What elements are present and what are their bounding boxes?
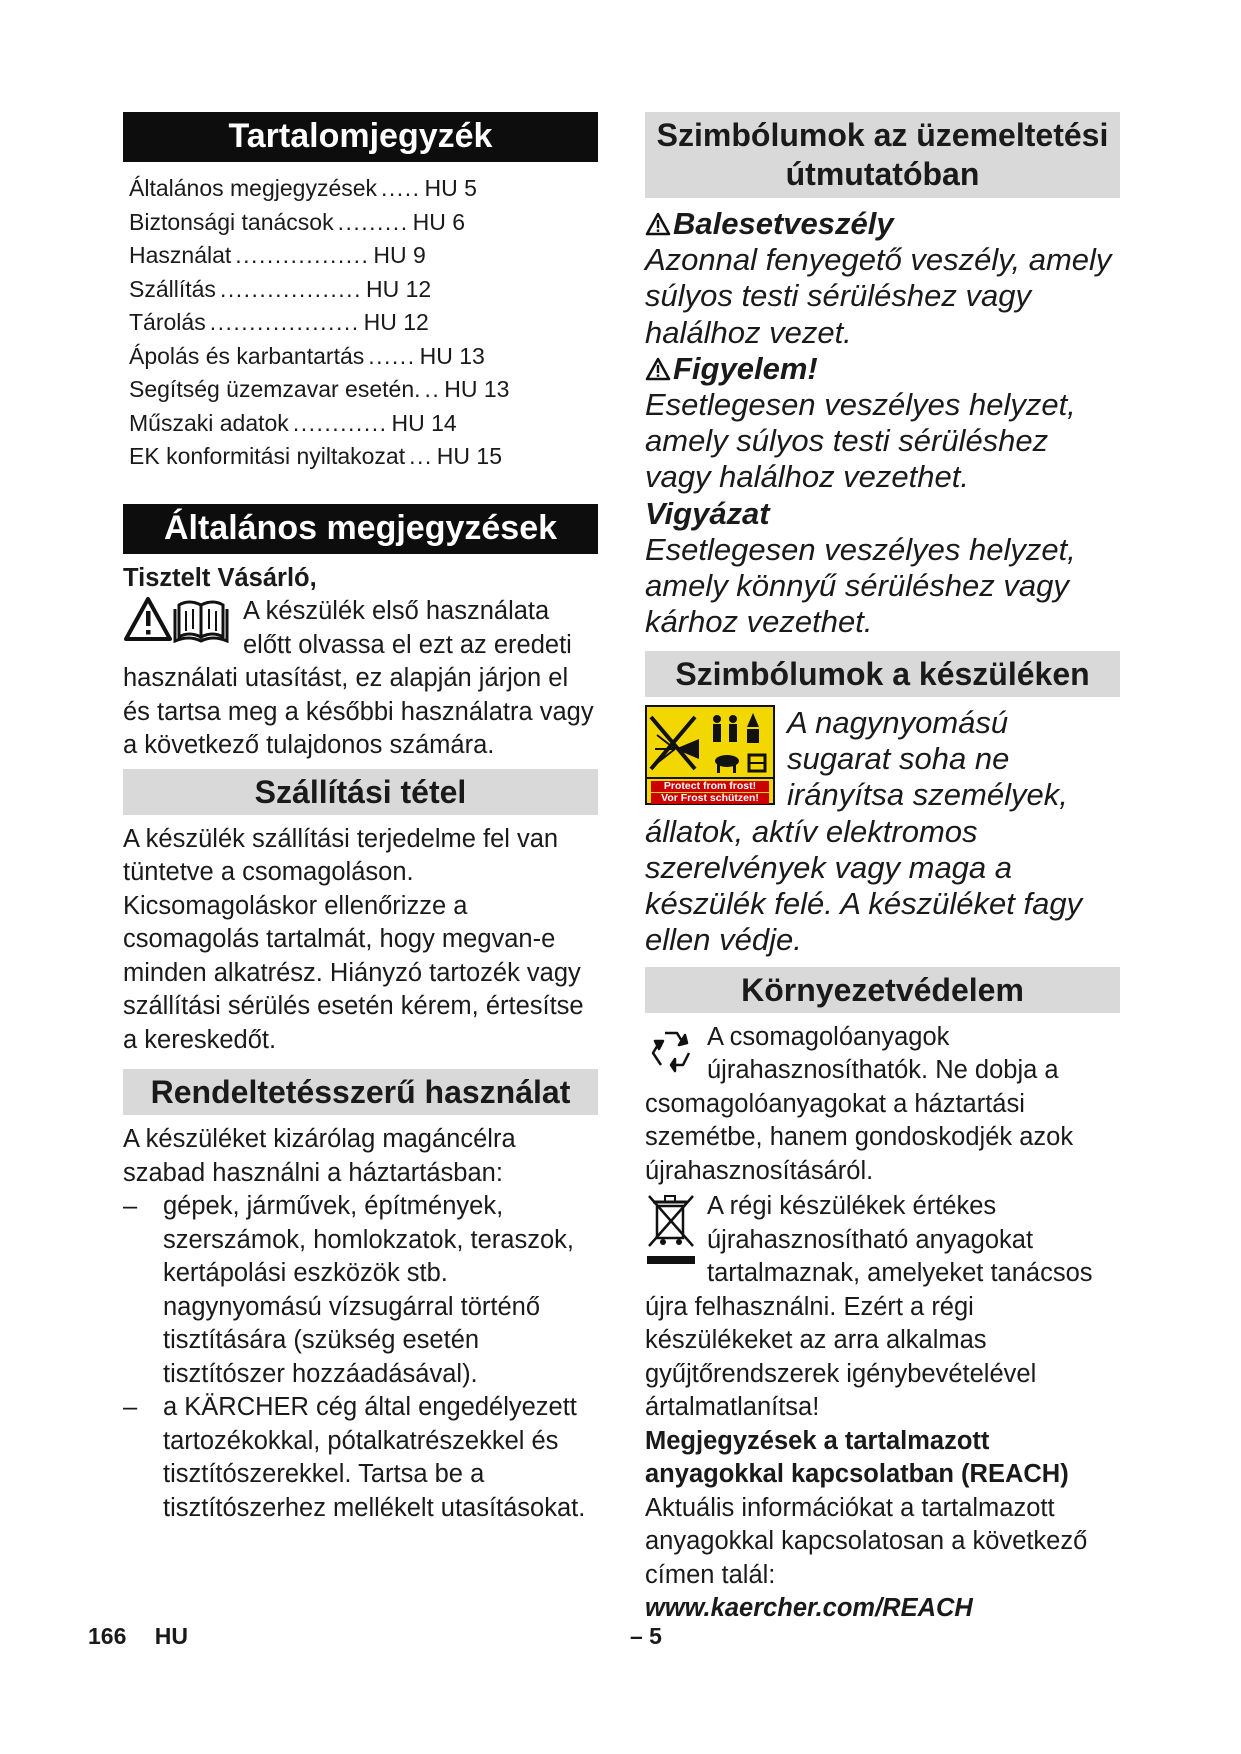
toc-entry-label: Használat	[129, 242, 232, 268]
toc-entry-page: HU 9	[373, 242, 426, 268]
language-code: HU	[154, 1623, 188, 1649]
list-item-text: gépek, járművek, építmények, szerszámok, homlokzatok, teraszok, kertápolási eszközök stb. nagynyomású vízsugárral történő tisztítására (szükség esetén tisztítószer hozzáadásával).	[163, 1192, 574, 1388]
warning-text: Esetlegesen veszélyes helyzet, amely súlyos testi sérüléshez vagy halálhoz vezethet.	[645, 386, 1076, 495]
toc-entry-label: Általános megjegyzések	[129, 175, 378, 201]
general-heading: Általános megjegyzések	[123, 504, 598, 554]
toc-entry-label: Ápolás és karbantartás	[129, 342, 365, 369]
toc-entry-dots: .....	[381, 175, 421, 201]
toc-entry-dots: ..................	[219, 275, 362, 302]
toc-entry-page: HU 13	[419, 342, 485, 369]
delivery-text: A készülék szállítási terjedelme fel van tüntetve a csomagoláson. Kicsomagoláskor ellenőrizze a csomagolás tartalmát, hogy megvan-e minden alkatrész. Hiányzó tartozék vagy szállítási sérülés esetén kérem, értesítse a kereskedőt.	[123, 824, 584, 1054]
list-item: – gépek, járművek, építmények, szerszámok, homlokzatok, teraszok, kertápolási eszközök stb. nagynyomású vízsugárral történő tisztítására (szükség esetén tisztítószer hozzáadásával).	[123, 1190, 598, 1391]
toc-entry-label: Műszaki adatok	[129, 409, 289, 436]
intended-use-intro: A készüléket kizárólag magáncélra szabad használni a háztartásban:	[123, 1125, 516, 1187]
device-symbols-text: A nagynyomású sugarat soha ne irányítsa személyek, állatok, aktív elektromos szerelvények vagy maga a készülék felé. A készüléket fagy ellen védje.	[645, 704, 1083, 958]
left-column	[123, 112, 598, 1525]
right-column	[645, 112, 1120, 1626]
toc-entry-dots: ..	[424, 376, 441, 402]
salutation: Tisztelt Vásárló,	[123, 563, 317, 592]
toc-entry-dots: ............	[292, 409, 388, 436]
toc-entry-dots: ...	[409, 443, 433, 469]
warning-triangle-icon	[645, 357, 671, 381]
toc-entry[interactable]	[129, 340, 598, 374]
toc-entry[interactable]	[129, 407, 598, 441]
toc-entry[interactable]	[129, 206, 598, 240]
toc-entry[interactable]	[129, 373, 598, 407]
toc-entry[interactable]	[129, 306, 598, 340]
toc-entry-page: HU 15	[436, 443, 502, 469]
symbols-device-heading: Szimbólumok a készüléken	[645, 651, 1120, 697]
weee-text: A régi készülékek értékes újrahasznosítható anyagokat tartalmaznak, amelyeket tanácsos újra felhasználni. Ezért a régi készülékeket az arra alkalmas gyűjtőrendszerek igénybevételével ártalmatlanítsa!	[645, 1192, 1093, 1422]
toc-entry-label: Tárolás	[129, 309, 206, 335]
page-number: 166	[88, 1623, 127, 1649]
danger-text: Azonnal fenyegető veszély, amely súlyos testi sérüléshez vagy halálhoz vezet.	[645, 242, 1112, 350]
high-pressure-warning-icon	[645, 705, 775, 779]
toc-entry-page: HU 13	[444, 376, 510, 402]
list-item-text: a KÄRCHER cég által engedélyezett tartozékokkal, pótalkatrészekkel és tisztítószerekkel. Tartsa be a tisztítószerhez mellékelt utasításokat.	[163, 1393, 586, 1522]
reach-title: Megjegyzések a tartalmazott anyagokkal kapcsolatban (REACH)	[645, 1426, 1069, 1489]
frost-label-line2: Vor Frost schützen!	[651, 793, 769, 804]
caution-text: Esetlegesen veszélyes helyzet, amely könnyű sérüléshez vagy kárhoz vezethet.	[645, 531, 1076, 640]
toc-entry-dots: ......	[368, 342, 416, 369]
general-text: A készülék első használata előtt olvassa el ezt az eredeti használati utasítást, ez alapján járjon el és tartsa meg a későbbi használatra vagy a következő tulajdonos számára.	[123, 597, 594, 759]
crossed-bin-icon	[645, 1190, 697, 1270]
danger-title: Balesetveszély	[673, 206, 894, 241]
warning-title: Figyelem!	[673, 350, 818, 386]
toc-entry-page: HU 12	[365, 275, 432, 302]
toc-entry-page: HU 6	[412, 208, 465, 235]
list-item: – a KÄRCHER cég által engedélyezett tartozékokkal, pótalkatrészekkel és tisztítószerekkel. Tartsa be a tisztítószerhez mellékelt utasításokat.	[123, 1391, 598, 1525]
toc-entry[interactable]	[129, 273, 598, 307]
toc-entry-dots: .................	[235, 242, 370, 268]
warning-manual-icon	[123, 595, 233, 643]
toc-entry-label: Biztonsági tanácsok	[129, 208, 334, 235]
symbols-manual-heading: Szimbólumok az üzemeltetési útmutatóban	[645, 112, 1120, 198]
toc-entry-label: Segítség üzemzavar esetén.	[129, 376, 421, 402]
toc-entry-dots: ...................	[209, 309, 360, 335]
toc-entry-label: Szállítás	[129, 275, 216, 302]
warning-triangle-icon	[645, 212, 671, 236]
recycle-icon	[645, 1025, 697, 1077]
toc-entry-dots: .........	[337, 208, 409, 235]
reach-link[interactable]: www.kaercher.com/REACH	[645, 1594, 973, 1623]
reach-text: Aktuális információkat a tartalmazott anyagokkal kapcsolatosan a következő címen talál:	[645, 1493, 1088, 1589]
frost-label-line1: Protect from frost!	[651, 781, 769, 792]
delivery-heading: Szállítási tétel	[123, 769, 598, 815]
environment-heading: Környezetvédelem	[645, 967, 1120, 1013]
toc-heading: Tartalomjegyzék	[123, 112, 598, 162]
toc-entry-label: EK konformitási nyiltakozat	[129, 443, 406, 469]
recycle-text: A csomagolóanyagok újrahasznosíthatók. Ne dobja a csomagolóanyagokat a háztartási szemétbe, hanem gondoskodjék azok újrahasznosításáról.	[645, 1022, 1074, 1185]
frost-label	[645, 777, 775, 805]
footer-left	[88, 1623, 188, 1650]
toc-entry-page: HU 5	[424, 175, 477, 201]
device-safety-label	[645, 705, 775, 805]
toc-entry-page: HU 12	[363, 309, 429, 335]
toc-entry[interactable]	[129, 239, 598, 273]
toc-entry-page: HU 14	[391, 409, 457, 436]
caution-title: Vigyázat	[645, 495, 770, 531]
local-page-number: – 5	[630, 1623, 662, 1649]
toc-list	[129, 172, 598, 474]
toc-entry[interactable]	[129, 172, 598, 206]
intended-use-heading: Rendeltetésszerű használat	[123, 1069, 598, 1115]
toc-entry[interactable]	[129, 440, 598, 474]
